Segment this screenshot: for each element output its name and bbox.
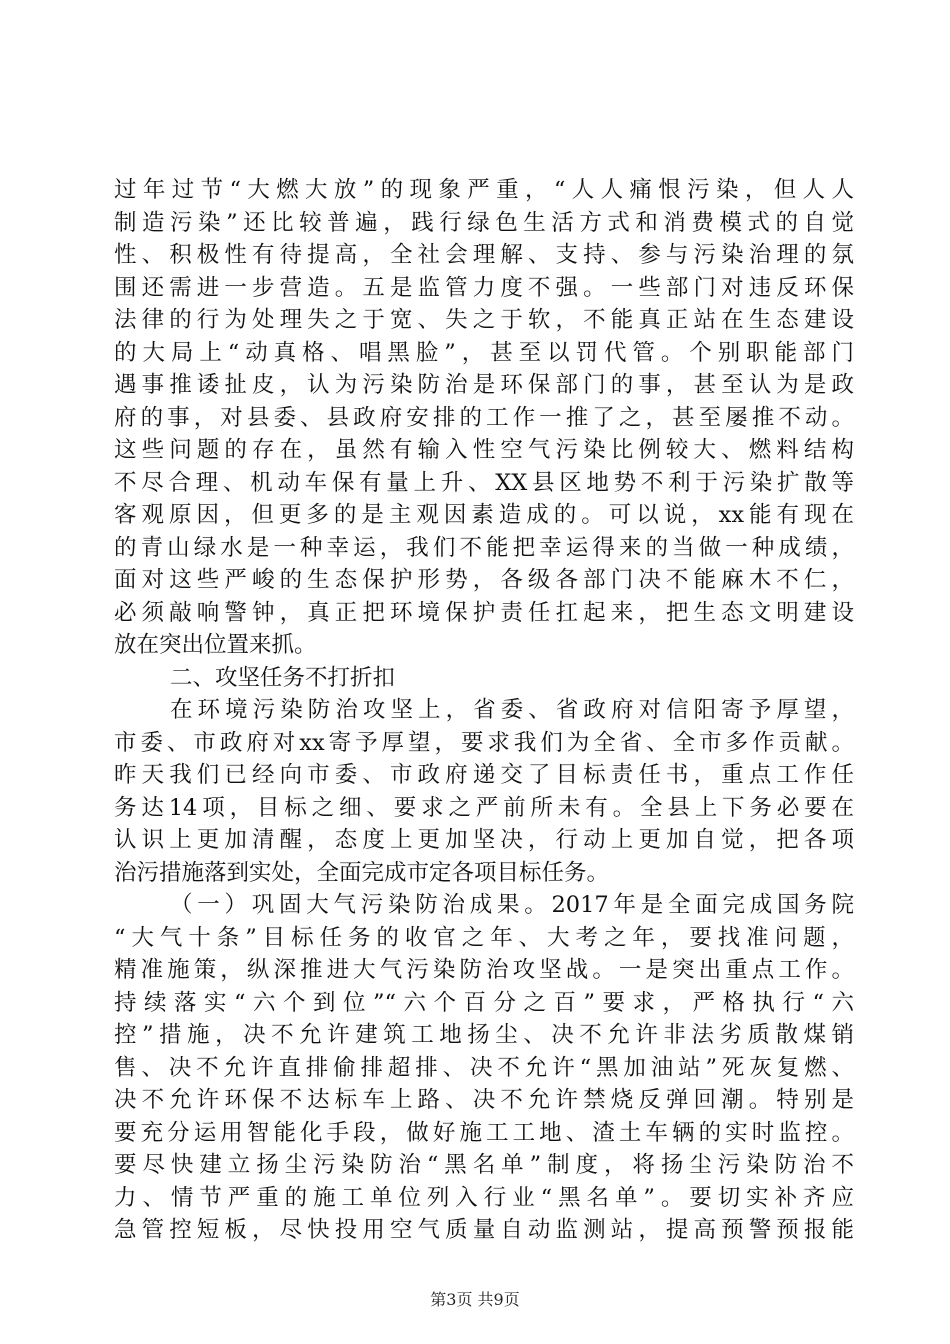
page-footer: 第3页 共9页 <box>430 1290 520 1309</box>
text-line: 控”措施，决不允许建筑工地扬尘、决不允许非法劣质散煤销 <box>114 1022 854 1048</box>
text-line: 法律的行为处理失之于宽、失之于软，不能真正站在生态建设 <box>114 307 854 333</box>
text-line: 急管控短板，尽快投用空气质量自动监测站，提高预警预报能 <box>114 1217 854 1243</box>
text-line: 决不允许环保不达标车上路、决不允许禁烧反弹回潮。特别是 <box>114 1087 854 1113</box>
text-line: 过年过节“大燃大放”的现象严重，“人人痛恨污染，但人人 <box>114 177 854 203</box>
text-line: 面对这些严峻的生态保护形势，各级各部门决不能麻木不仁， <box>114 567 854 593</box>
text-line: 持续落实“六个到位”“六个百分之百”要求，严格执行“六 <box>114 989 854 1016</box>
text-line: 售、决不允许直排偷排超排、决不允许“黑加油站”死灰复燃、 <box>114 1054 854 1081</box>
text-line: 不尽合理、机动车保有量上升、XX县区地势不利于污染扩散等 <box>114 469 854 496</box>
text-line: 力、情节严重的施工单位列入行业“黑名单”。要切实补齐应 <box>114 1184 854 1211</box>
text-line: 客观原因，但更多的是主观因素造成的。可以说，xx能有现在 <box>114 502 854 528</box>
text-line: 的大局上“动真格、唱黑脸”，甚至以罚代管。个别职能部门 <box>114 339 854 366</box>
text-line: 要充分运用智能化手段，做好施工工地、渣土车辆的实时监控。 <box>114 1119 854 1146</box>
text-line: 精准施策，纵深推进大气污染防治攻坚战。一是突出重点工作。 <box>114 957 854 983</box>
section-heading: 二、攻坚任务不打折扣 <box>170 664 396 691</box>
text-line: 务达14项，目标之细、要求之严前所未有。全县上下务必要在 <box>114 794 854 821</box>
document-body <box>114 174 854 1247</box>
text-line: 制造污染”还比较普遍，践行绿色生活方式和消费模式的自觉 <box>114 209 854 236</box>
text-line: 要尽快建立扬尘污染防治“黑名单”制度，将扬尘污染防治不 <box>114 1152 854 1178</box>
text-line: 放在突出位置来抓。 <box>114 632 317 658</box>
text-line: 治污措施落到实处，全面完成市定各项目标任务。 <box>114 859 610 886</box>
text-line: 认识上更加清醒，态度上更加坚决，行动上更加自觉，把各项 <box>114 827 854 853</box>
text-line: 围还需进一步营造。五是监管力度不强。一些部门对违反环保 <box>114 274 854 301</box>
text-line: 这些问题的存在，虽然有输入性空气污染比例较大、燃料结构 <box>114 437 854 463</box>
text-line: 在环境污染防治攻坚上，省委、省政府对信阳寄予厚望， <box>170 697 854 723</box>
text-line: （一）巩固大气污染防治成果。2017年是全面完成国务院 <box>170 892 854 918</box>
text-line: 遇事推诿扯皮，认为污染防治是环保部门的事，甚至认为是政 <box>114 372 854 398</box>
text-line: 必须敲响警钟，真正把环境保护责任扛起来，把生态文明建设 <box>114 599 854 626</box>
text-line: “大气十条”目标任务的收官之年、大考之年，要找准问题， <box>114 924 854 951</box>
text-line: 的青山绿水是一种幸运，我们不能把幸运得来的当做一种成绩， <box>114 534 854 561</box>
text-line: 市委、市政府对xx寄予厚望，要求我们为全省、全市多作贡献。 <box>114 729 854 756</box>
text-line: 府的事，对县委、县政府安排的工作一推了之，甚至屡推不动。 <box>114 404 854 431</box>
text-line: 昨天我们已经向市委、市政府递交了目标责任书，重点工作任 <box>114 762 854 788</box>
text-line: 性、积极性有待提高，全社会理解、支持、参与污染治理的氛 <box>114 242 854 268</box>
